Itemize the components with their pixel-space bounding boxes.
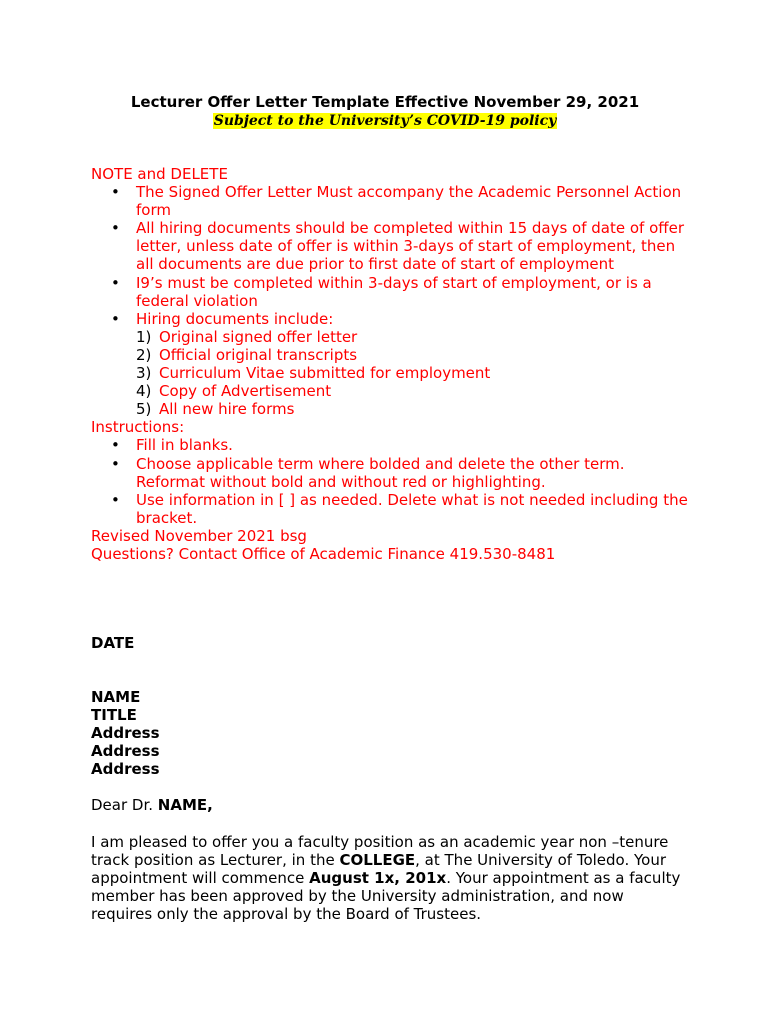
- note-bullet-text: I9’s must be completed within 3-days of start of employment, or is a federal violation: [136, 273, 652, 310]
- hiring-doc-text: Original signed offer letter: [159, 327, 358, 346]
- bullet-icon: •: [111, 490, 120, 509]
- date-field: DATE: [91, 634, 135, 652]
- address-line: Address: [91, 742, 160, 761]
- paragraph-text: I am pleased to offer you a faculty position as an academic year non –tenure track position as Lecturer, in the: [91, 833, 669, 870]
- note-bullet-text: All hiring documents should be completed within 15 days of date of offer letter, unless date of offer is within 3-days of start of employment, then all documents are due prior to first date of start of employment: [136, 219, 685, 274]
- hiring-doc-item: [91, 346, 691, 364]
- note-heading: NOTE and DELETE: [91, 165, 228, 183]
- salutation: [91, 796, 691, 814]
- note-bullet: [91, 219, 691, 273]
- document-title: Lecturer Offer Letter Template Effective November 29, 2021: [130, 93, 640, 111]
- revised-line: Revised November 2021 bsg: [91, 526, 307, 545]
- list-number: 5): [136, 400, 152, 419]
- list-number: 2): [136, 345, 152, 364]
- instruction-text: Fill in blanks.: [136, 436, 233, 455]
- hiring-doc-text: All new hire forms: [159, 400, 295, 419]
- list-number: 3): [136, 364, 152, 383]
- offer-paragraph: [91, 833, 681, 923]
- paragraph-text: , at The University of Toledo. Your appointment will commence: [91, 851, 667, 888]
- salutation-prefix: Dear Dr.: [91, 796, 158, 814]
- note-and-delete-section: [91, 165, 691, 563]
- bullet-icon: •: [111, 183, 120, 202]
- instruction-text: Use information in [ ] as needed. Delete what is not needed including the bracket.: [136, 490, 688, 527]
- note-bullet: [91, 183, 691, 219]
- address-line: Address: [91, 724, 160, 743]
- list-number: 1): [136, 327, 152, 346]
- instruction-text: Choose applicable term where bolded and delete the other term. Reformat without bold and without red or highlighting.: [136, 454, 625, 491]
- bullet-icon: •: [111, 273, 120, 292]
- questions-line: Questions? Contact Office of Academic Finance 419.530-8481: [91, 544, 556, 563]
- note-bullet: [91, 274, 691, 310]
- note-bullet-text: The Signed Offer Letter Must accompany the Academic Personnel Action form: [136, 183, 682, 220]
- paragraph-text: . Your appointment as a faculty member has been approved by the University administration, and now requires only the approval by the Board of Trustees.: [91, 869, 681, 924]
- bullet-icon: •: [111, 219, 120, 238]
- hiring-doc-item: [91, 400, 691, 418]
- document-subtitle: [0, 113, 770, 129]
- start-date-placeholder: August 1x, 201x: [309, 869, 447, 888]
- note-bullet: [91, 310, 691, 328]
- bullet-icon: •: [111, 454, 120, 473]
- instructions-heading: Instructions:: [91, 418, 185, 437]
- hiring-doc-item: [91, 364, 691, 382]
- bullet-icon: •: [111, 436, 120, 455]
- recipient-name: NAME: [91, 688, 141, 706]
- hiring-doc-item: [91, 328, 691, 346]
- recipient-address-block: [91, 688, 691, 778]
- highlighted-subtitle: Subject to the University’s COVID-19 policy: [213, 113, 557, 129]
- hiring-doc-text: Curriculum Vitae submitted for employment: [159, 364, 491, 383]
- hiring-doc-text: Official original transcripts: [159, 345, 358, 364]
- instruction-bullet: [91, 455, 691, 491]
- bullet-icon: •: [111, 309, 120, 328]
- note-bullet-text: Hiring documents include:: [136, 309, 334, 328]
- instruction-bullet: [91, 436, 691, 454]
- college-placeholder: COLLEGE: [339, 851, 416, 870]
- hiring-doc-text: Copy of Advertisement: [159, 382, 332, 401]
- instruction-bullet: [91, 491, 691, 527]
- hiring-doc-item: [91, 382, 691, 400]
- salutation-name: NAME,: [157, 796, 213, 814]
- list-number: 4): [136, 382, 152, 401]
- recipient-title: TITLE: [91, 706, 137, 725]
- address-line: Address: [91, 760, 160, 779]
